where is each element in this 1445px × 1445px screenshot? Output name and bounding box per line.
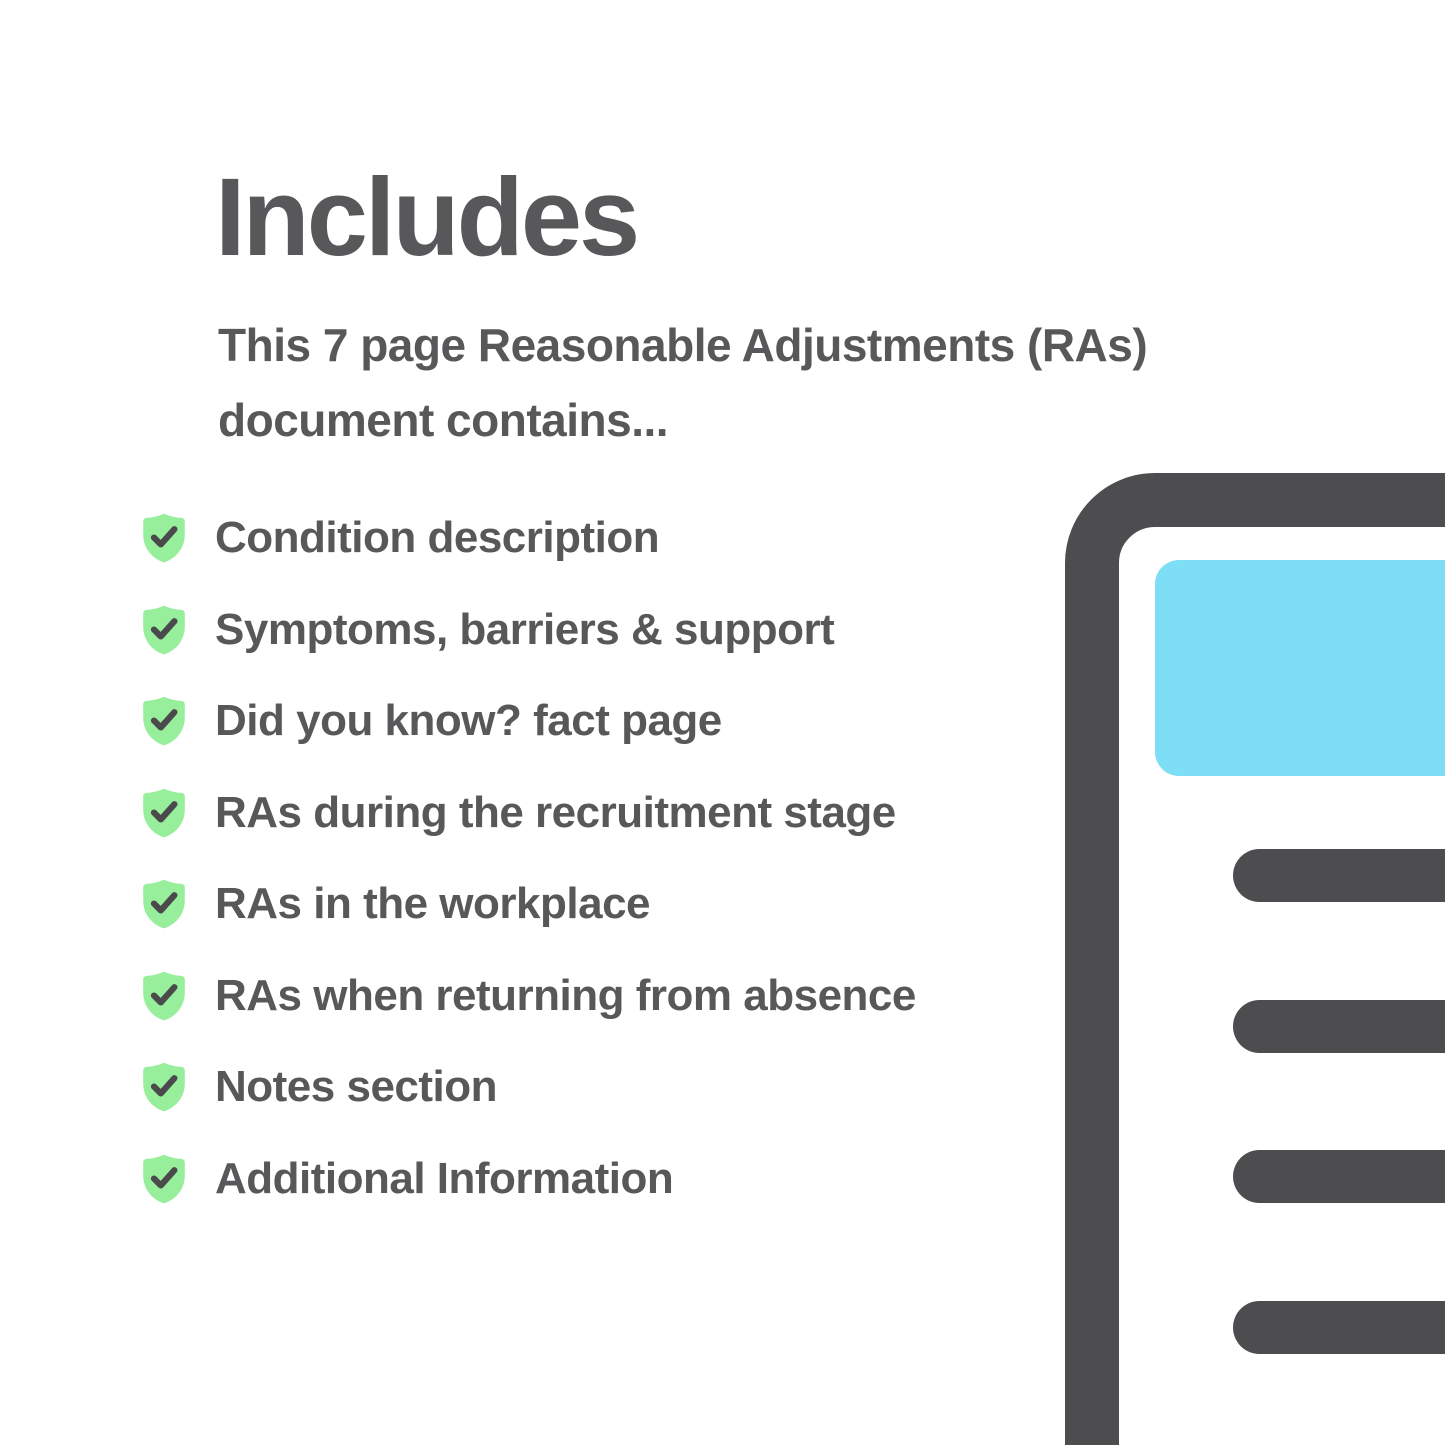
checklist-item [140,512,916,564]
document-text-line [1233,1301,1445,1354]
document-text-line [1233,1150,1445,1203]
checklist-item-label: RAs when returning from absence [215,970,916,1020]
checklist-item [140,604,916,656]
checklist-item-label: RAs during the recruitment stage [215,787,896,837]
document-header-block [1155,560,1445,776]
checklist-item-label: Did you know? fact page [215,696,722,745]
shield-check-icon [140,695,188,747]
shield-check-icon [140,787,188,839]
shield-check-icon [140,1153,188,1205]
checklist-item-label: Condition description [215,513,660,562]
shield-check-icon [140,512,188,564]
shield-check-icon [140,878,188,930]
page-subtitle-line2: document contains... [218,394,669,446]
checklist-item [140,1153,916,1205]
page-title: Includes [215,156,638,279]
checklist-item [140,787,916,839]
checklist-item [140,878,916,930]
checklist-item-label: RAs in the workplace [215,879,651,928]
page-subtitle [218,308,1308,458]
feature-checklist [140,512,916,1205]
checklist-item-label: Notes section [215,1062,498,1111]
shield-check-icon [140,970,188,1022]
document-text-line [1233,1000,1445,1053]
page-subtitle-line1: This 7 page Reasonable Adjustments (RAs) [218,319,1148,371]
shield-check-icon [140,1061,188,1113]
checklist-item [140,1061,916,1113]
checklist-item-label: Additional Information [215,1153,674,1203]
checklist-item-label: Symptoms, barriers & support [215,604,835,654]
checklist-item [140,970,916,1022]
shield-check-icon [140,604,188,656]
document-text-line [1233,849,1445,902]
checklist-item [140,695,916,747]
